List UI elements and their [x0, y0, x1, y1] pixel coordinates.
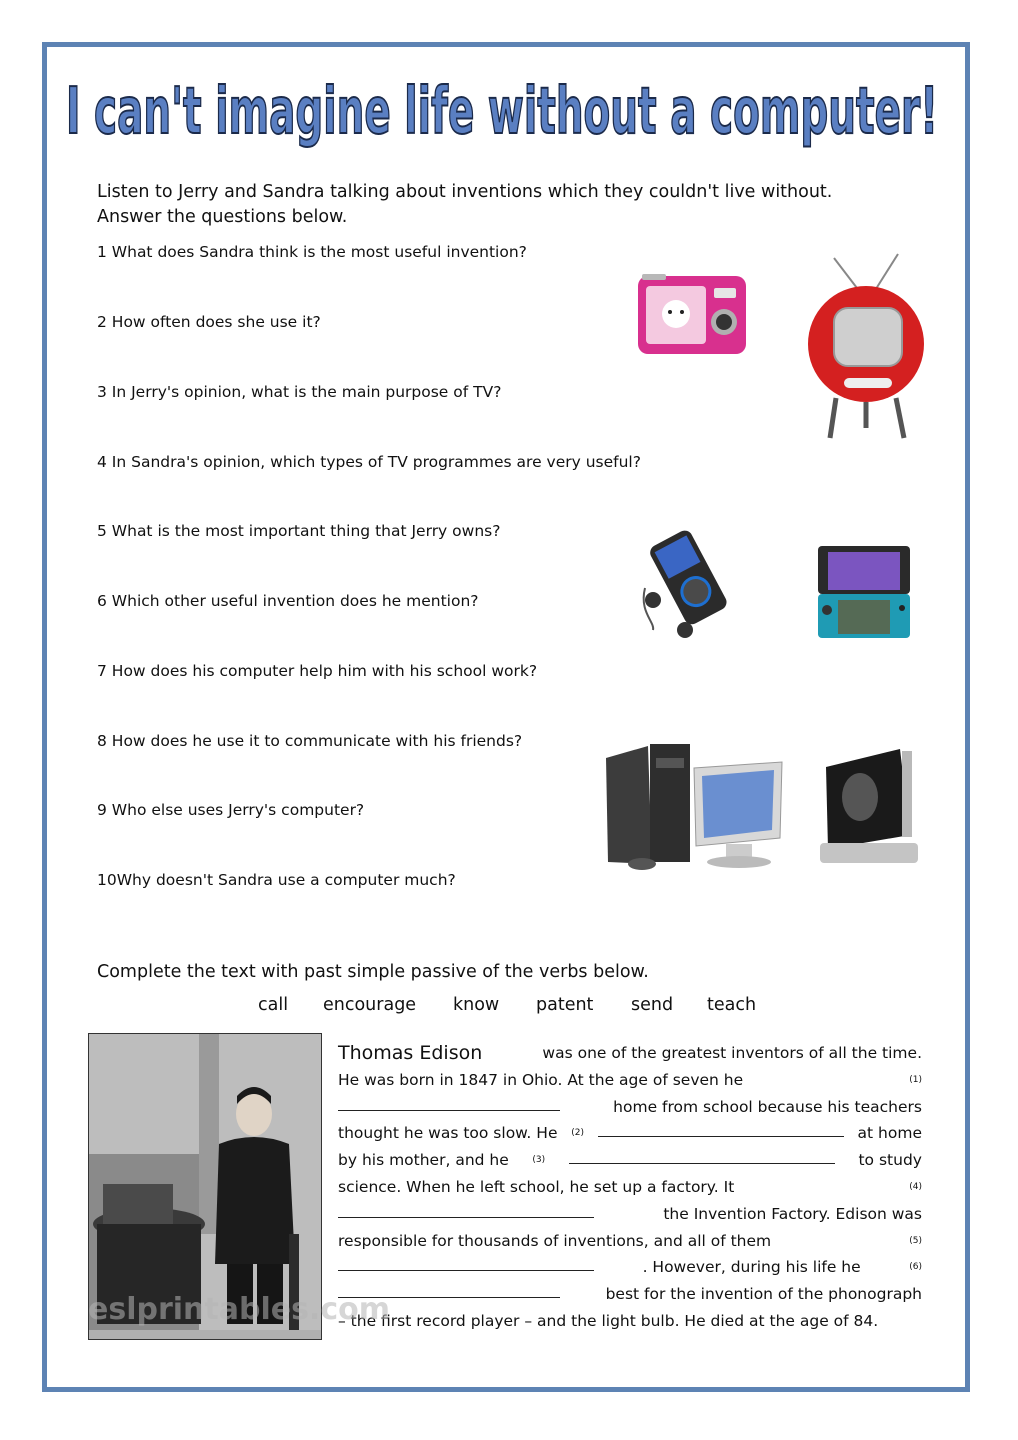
passage-line-10 — [338, 1281, 922, 1308]
passage-l2a: He was born in 1847 in Ohio. At the age of seven he — [338, 1070, 744, 1089]
passage-line-3 — [338, 1094, 922, 1121]
passage-line-4 — [338, 1120, 922, 1147]
passage-l7: the Invention Factory. Edison was — [663, 1204, 922, 1223]
passage-l3: home from school because his teachers — [613, 1097, 922, 1116]
question-5: 5 What is the most important thing that Jerry owns? — [97, 522, 501, 540]
gap-1-number: (1) — [909, 1074, 922, 1085]
question-1: 1 What does Sandra think is the most useful invention? — [97, 243, 527, 261]
question-10: 10Why doesn't Sandra use a computer much? — [97, 871, 456, 889]
passage-line-9 — [338, 1254, 922, 1281]
instructions — [97, 180, 917, 230]
pink-camera-icon — [632, 268, 752, 363]
passage-line-7 — [338, 1201, 922, 1228]
verb-know: know — [453, 995, 500, 1015]
passage-line-5 — [338, 1147, 922, 1174]
passage-line-6 — [338, 1174, 922, 1201]
verb-teach: teach — [707, 995, 757, 1015]
passage-line-1 — [338, 1040, 922, 1067]
question-7: 7 How does his computer help him with his school work? — [97, 662, 538, 680]
question-2: 2 How often does she use it? — [97, 313, 321, 331]
passage-l9: . However, during his life he — [642, 1258, 861, 1277]
gap-5-number: (5) — [909, 1235, 922, 1246]
red-tv-icon — [800, 252, 935, 442]
verb-send: send — [631, 995, 674, 1015]
game-console-icon — [812, 745, 922, 870]
edison-passage — [338, 1040, 922, 1335]
passage-l5a: by his mother, and he — [338, 1151, 509, 1170]
gap-3-blank[interactable] — [569, 1147, 835, 1164]
passage-l8: responsible for thousands of inventions, and all of them — [338, 1231, 772, 1250]
watermark: eslprintables.com — [88, 1292, 390, 1327]
passage-l1: was one of the greatest inventors of all the time. — [542, 1044, 922, 1062]
question-9: 9 Who else uses Jerry's computer? — [97, 801, 365, 819]
intro-line-1: Listen to Jerry and Sandra talking about inventions which they couldn't live without. — [97, 182, 833, 202]
verb-call: call — [258, 995, 289, 1015]
gap-2-number: (2) — [571, 1128, 584, 1139]
worksheet-title — [60, 55, 950, 155]
question-3: 3 In Jerry's opinion, what is the main purpose of TV? — [97, 383, 502, 401]
passage-l4b: at home — [857, 1124, 922, 1143]
question-6: 6 Which other useful invention does he mention? — [97, 592, 479, 610]
gap-3-number: (3) — [532, 1155, 546, 1166]
passage-l5b: to study — [858, 1151, 922, 1170]
passage-l4a: thought he was too slow. He — [338, 1124, 558, 1143]
mp3-player-icon — [635, 522, 740, 644]
gap-4-number: (4) — [909, 1181, 922, 1192]
question-4: 4 In Sandra's opinion, which types of TV programmes are very useful? — [97, 453, 641, 471]
question-8: 8 How does he use it to communicate with his friends? — [97, 732, 523, 750]
gap-4-blank[interactable] — [338, 1201, 594, 1218]
passage-name: Thomas Edison — [338, 1042, 483, 1064]
handheld-console-icon — [810, 542, 920, 642]
passage-l6: science. When he left school, he set up a factory. It — [338, 1177, 735, 1196]
passage-l10: best for the invention of the phonograph — [605, 1285, 922, 1304]
gap-2-blank[interactable] — [598, 1120, 844, 1137]
passage-line-11 — [338, 1308, 922, 1335]
exercise-2-instruction: Complete the text with past simple passive of the verbs below. — [97, 962, 649, 982]
desktop-computer-icon — [598, 740, 793, 875]
gap-6-number: (6) — [909, 1262, 922, 1273]
passage-l11: – the first record player – and the light bulb. He died at the age of 84. — [338, 1311, 879, 1330]
passage-line-2 — [338, 1067, 922, 1094]
gap-5-blank[interactable] — [338, 1254, 594, 1271]
verb-encourage: encourage — [323, 995, 417, 1015]
passage-line-8 — [338, 1228, 922, 1255]
gap-1-blank[interactable] — [338, 1094, 560, 1111]
verb-patent: patent — [536, 995, 594, 1015]
intro-line-2: Answer the questions below. — [97, 207, 348, 227]
title-text: I can't imagine life without a computer! — [66, 75, 938, 149]
